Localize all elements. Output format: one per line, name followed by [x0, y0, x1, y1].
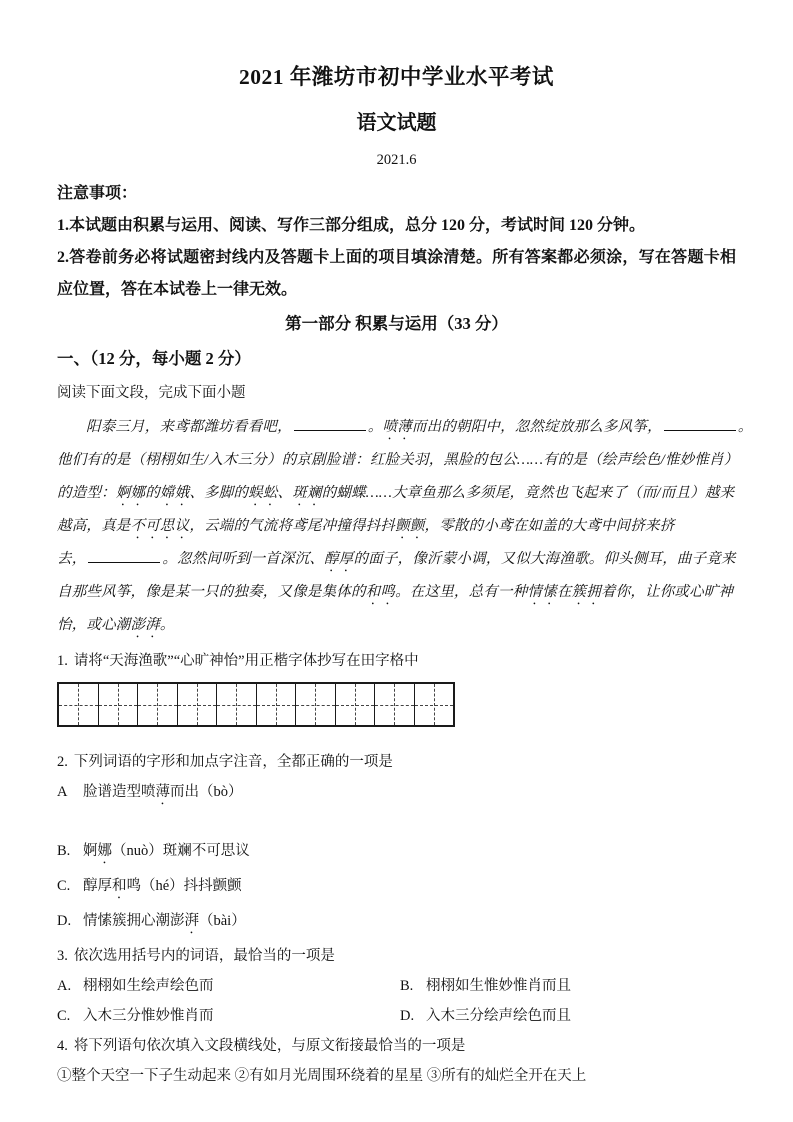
- writing-grid-cell: [375, 684, 415, 725]
- writing-grid-cell: [99, 684, 139, 725]
- text-run: ，云端的气流将鸢尾冲撞得抖抖: [189, 518, 396, 534]
- reading-passage: [57, 411, 753, 642]
- emphasized-text: 斑斓: [292, 485, 322, 501]
- option-label: A.: [57, 978, 72, 994]
- text-run: 。忽然间听到一首深沉、: [162, 551, 325, 567]
- writing-grid-cell: [59, 684, 99, 725]
- passage-line: [57, 411, 753, 444]
- text-run: 情愫簇拥心潮澎: [83, 913, 185, 929]
- question-3-number: 3.: [57, 948, 68, 964]
- text-run: 怡，或心潮: [57, 617, 131, 633]
- emphasized-text: 情愫: [527, 584, 557, 600]
- text-run: 醇厚: [83, 878, 112, 894]
- text-run: 、多脚的: [189, 485, 249, 501]
- writing-grid-cell: [296, 684, 336, 725]
- text-run: 去，: [57, 551, 87, 567]
- blank-underline: [294, 417, 366, 431]
- text-run: 的造型：: [57, 485, 116, 501]
- question-3-option: [400, 975, 736, 997]
- text-run: 自那些风筝，像是某一只的独奏，又像是集体的: [57, 584, 366, 600]
- option-text: 栩栩如生绘声绘色而: [83, 978, 214, 994]
- question-4-sentences: ①整个天空一下子生动起来 ②有如月光周围环绕着的星星 ③所有的灿烂全开在天上: [57, 1068, 587, 1084]
- question-3-text: 依次选用括号内的词语，最恰当的一项是: [73, 948, 335, 964]
- question-2-option: [57, 875, 736, 902]
- notice-heading: 注意事项：: [57, 185, 138, 202]
- text-run: 越高，真是: [57, 518, 131, 534]
- passage-line: [57, 444, 739, 477]
- text-run: 脸谱造型喷: [83, 784, 156, 800]
- text-run: 阳泰三月，来鸢都潍坊看看吧，: [86, 419, 292, 435]
- emphasized-text: 婀娜: [115, 485, 146, 501]
- text-run: 。: [159, 617, 175, 633]
- passage-line: [57, 609, 736, 642]
- writing-grid-cell: [415, 684, 454, 725]
- text-run: 鸣（hé）抖抖颤颤: [126, 878, 242, 894]
- passage-line: [57, 477, 736, 510]
- emphasized-text: 和: [112, 878, 127, 894]
- writing-grid-cell: [336, 684, 376, 725]
- emphasized-text: 喷薄: [382, 419, 412, 435]
- question-1-number: 1.: [57, 653, 68, 669]
- question-4-number: 4.: [57, 1038, 68, 1054]
- question-4: [57, 1035, 736, 1057]
- option-text: 入木三分绘声绘色而且: [426, 1008, 571, 1024]
- option-label: B.: [57, 843, 71, 859]
- question-2-options: [57, 781, 736, 937]
- option-label: B.: [400, 978, 414, 994]
- question-1: [57, 650, 736, 672]
- exam-title: 2021 年潍坊市初中学业水平考试: [239, 65, 554, 89]
- writing-grid: [57, 682, 455, 727]
- option-label: D.: [57, 913, 72, 929]
- emphasized-text: 醇厚: [324, 551, 354, 567]
- question-2-option: [57, 910, 736, 937]
- writing-grid-cell: [138, 684, 178, 725]
- emphasized-text: 澎湃: [130, 617, 160, 633]
- text-run: 。: [737, 419, 753, 435]
- question-3-option: [57, 1005, 400, 1027]
- option-text: 栩栩如生惟妙惟肖而且: [426, 978, 571, 994]
- emphasized-text: 娜: [97, 843, 112, 859]
- text-run: 他们有的是（栩栩如生/入木三分）的京剧脸谱：红脸关羽，黑脸的包公……有的是（绘声绘色/惟妙惟肖）: [57, 452, 739, 468]
- emphasized-text: 颤颤: [395, 518, 425, 534]
- emphasized-text: 蜈蚣: [248, 485, 278, 501]
- emphasized-text: 簇拥: [571, 584, 601, 600]
- passage-line: [57, 576, 736, 609]
- writing-grid-cell: [257, 684, 297, 725]
- emphasized-text: 湃: [184, 913, 199, 929]
- text-run: 。: [367, 419, 383, 435]
- option-label: C.: [57, 1008, 71, 1024]
- question-3-options: [57, 967, 736, 1027]
- text-run: 婀: [83, 843, 98, 859]
- emphasized-text: 不可思议: [130, 518, 190, 534]
- question-4-text: 将下列语句依次填入文段横线处，与原文衔接最恰当的一项是: [73, 1038, 466, 1054]
- part-one-heading: 第一部分 积累与运用（33 分）: [285, 314, 508, 333]
- text-run: 的蝴蝶……大章鱼那么多须尾，竟然也飞起来了（而/而且）越来: [321, 485, 735, 501]
- emphasized-text: 和鸣: [365, 584, 396, 600]
- writing-grid-cell: [217, 684, 257, 725]
- passage-line: [57, 543, 736, 576]
- notice-item-2: 2.答卷前务必将试题密封线内及答题卡上面的项目填涂清楚。所有答案都必须涂，写在答题卡相应位置，答在本试卷上一律无效。: [57, 249, 736, 298]
- blank-underline: [88, 549, 160, 563]
- text-run: 着你，让你或心旷神: [600, 584, 734, 600]
- option-label: D.: [400, 1008, 415, 1024]
- question-3-option: [400, 1005, 736, 1027]
- emphasized-text: 嫦娥: [159, 485, 190, 501]
- question-1-text: 请将“天海渔歌”“心旷神怡”用正楷字体抄写在田字格中: [73, 653, 419, 669]
- question-3: [57, 945, 736, 967]
- question-2-number: 2.: [57, 754, 68, 770]
- question-2: [57, 751, 736, 773]
- option-label: A: [57, 784, 68, 800]
- exam-date: 2021.6: [376, 152, 417, 168]
- blank-underline: [664, 417, 736, 431]
- passage-line: [57, 510, 736, 543]
- text-run: 而出（bò）: [170, 784, 243, 800]
- text-run: 而出的朝阳中，忽然绽放那么多风筝，: [411, 419, 662, 435]
- text-run: 、: [277, 485, 293, 501]
- exam-subject-title: 语文试题: [356, 112, 437, 134]
- text-run: ，零散的小鸢在如盖的大鸢中间挤来挤: [424, 518, 675, 534]
- text-run: （nuò）斑斓不可思议: [112, 843, 250, 859]
- section-one-heading: 一、（12 分，每小题 2 分）: [57, 349, 251, 368]
- text-run: 的面子，像沂蒙小调，又似大海渔歌。仰头侧耳，曲子竟来: [353, 551, 736, 567]
- text-run: 的: [145, 485, 160, 501]
- option-text: 入木三分惟妙惟肖而: [83, 1008, 214, 1024]
- emphasized-text: 薄: [155, 784, 170, 800]
- text-run: 在: [556, 584, 572, 600]
- notice-item-1: 1.本试题由积累与运用、阅读、写作三部分组成，总分 120 分，考试时间 120 分钟。: [57, 217, 646, 234]
- writing-grid-cell: [178, 684, 218, 725]
- option-label: C.: [57, 878, 71, 894]
- passage-intro: 阅读下面文段，完成下面小题: [57, 385, 246, 401]
- text-run: 。在这里，总有一种: [395, 584, 528, 600]
- text-run: （bài）: [199, 913, 246, 929]
- question-2-text: 下列词语的字形和加点字注音，全都正确的一项是: [73, 754, 393, 770]
- question-2-option: [57, 840, 736, 867]
- question-2-option: [57, 781, 736, 808]
- question-3-option: [57, 975, 400, 997]
